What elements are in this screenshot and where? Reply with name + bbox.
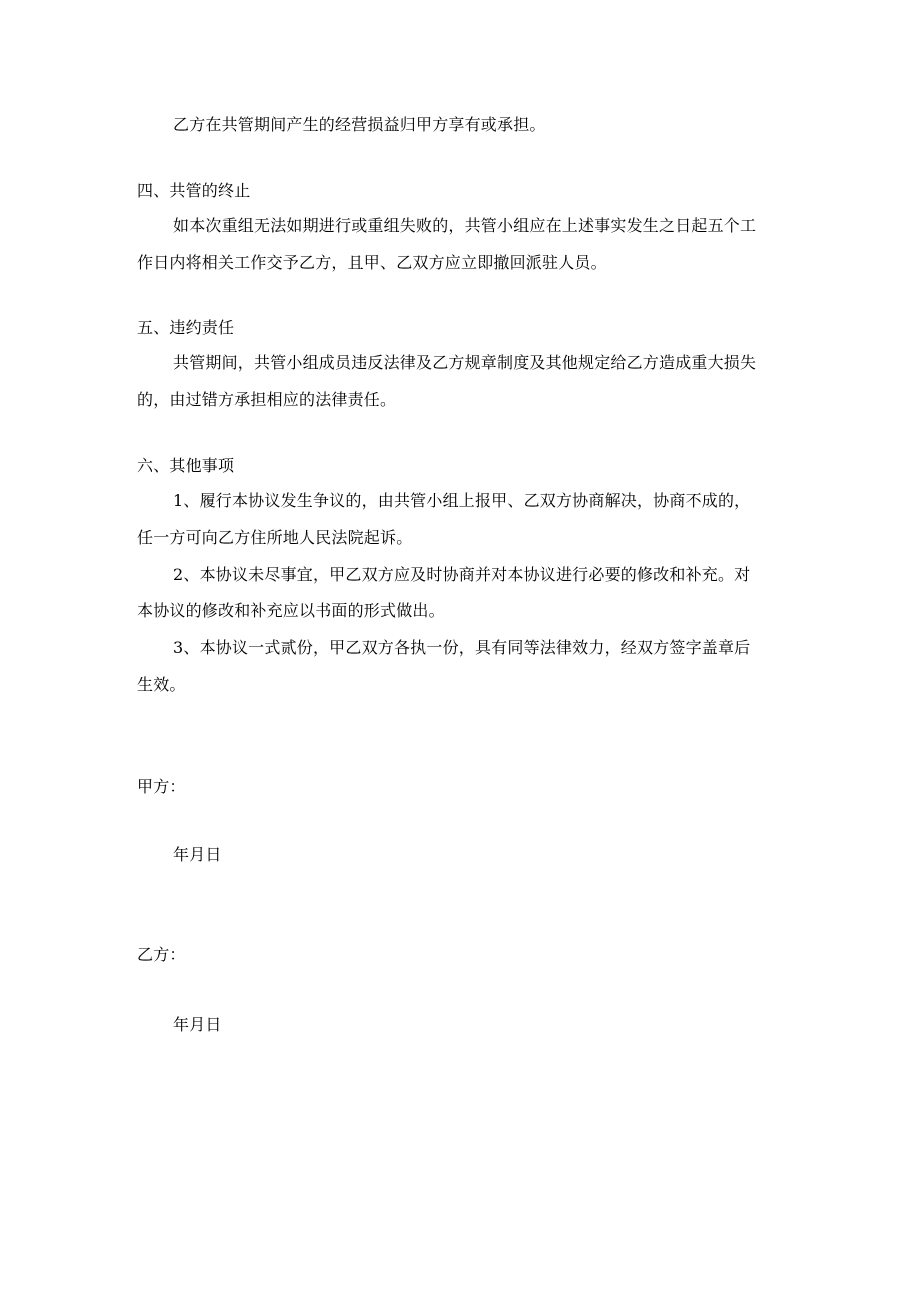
party-b-date: 年月日 (173, 1015, 222, 1034)
section-6-item-2-line-2: 本协议的修改和补充应以书面的形式做出。 (137, 601, 445, 620)
party-b-label: 乙方： (137, 945, 186, 964)
section-6-item-1-line-1: 1、履行本协议发生争议的，由共管小组上报甲、乙双方协商解决，协商不成的， (173, 491, 751, 510)
section-6-item-1-line-2: 任一方可向乙方住所地人民法院起诉。 (137, 528, 413, 547)
section-5-heading: 五、违约责任 (137, 318, 235, 337)
section-6-item-3-line-2: 生效。 (137, 675, 186, 694)
section-5-text-line-2: 的，由过错方承担相应的法律责任。 (137, 390, 397, 409)
section-4-text-line-1: 如本次重组无法如期进行或重组失败的，共管小组应在上述事实发生之日起五个工 (173, 216, 757, 235)
party-a-label: 甲方： (137, 777, 186, 796)
section-6-item-3-line-1: 3、本协议一式贰份，甲乙双方各执一份，具有同等法律效力，经双方签字盖章后 (173, 638, 751, 657)
party-a-date: 年月日 (173, 845, 222, 864)
section-6-heading: 六、其他事项 (137, 456, 235, 475)
section-4-heading: 四、共管的终止 (137, 181, 251, 200)
section-6-item-2-line-1: 2、本协议未尽事宜，甲乙双方应及时协商并对本协议进行必要的修改和补充。对 (173, 565, 751, 584)
section-4-text-line-2: 作日内将相关工作交予乙方，且甲、乙双方应立即撤回派驻人员。 (137, 253, 607, 272)
section-5-text-line-1: 共管期间，共管小组成员违反法律及乙方规章制度及其他规定给乙方造成重大损失 (173, 353, 757, 372)
profit-paragraph: 乙方在共管期间产生的经营损益归甲方享有或承担。 (173, 115, 546, 134)
